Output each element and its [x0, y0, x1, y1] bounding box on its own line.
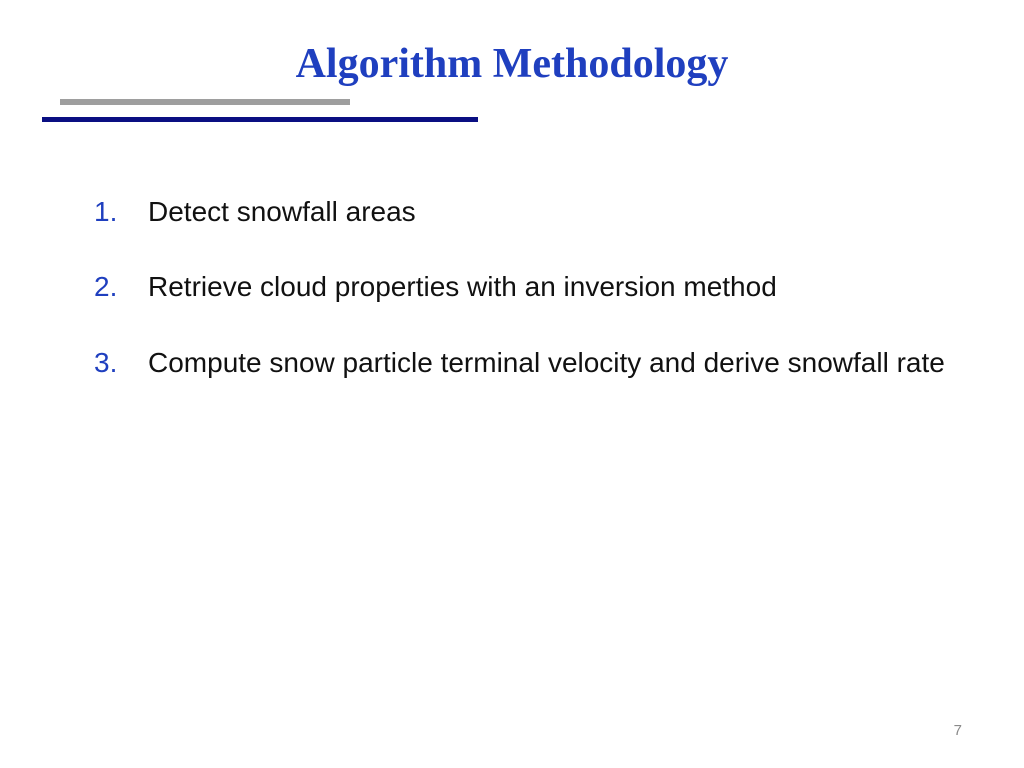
list-item-text: Detect snowfall areas [148, 196, 416, 227]
list-item-text: Compute snow particle terminal velocity and derive snowfall rate [148, 347, 945, 378]
slide-title: Algorithm Methodology [295, 41, 729, 87]
list-item [94, 188, 954, 236]
methodology-list [94, 188, 954, 414]
list-item-number: 2. [94, 271, 118, 302]
list-item-number: 1. [94, 196, 118, 227]
list-item [94, 338, 954, 387]
list-item-text: Retrieve cloud properties with an inversion method [148, 271, 777, 302]
title-underline-blue [42, 117, 478, 122]
title-underline-gray [60, 99, 350, 105]
list-item-number: 3. [94, 347, 118, 378]
list-item [94, 263, 954, 311]
page-number: 7 [953, 722, 962, 739]
